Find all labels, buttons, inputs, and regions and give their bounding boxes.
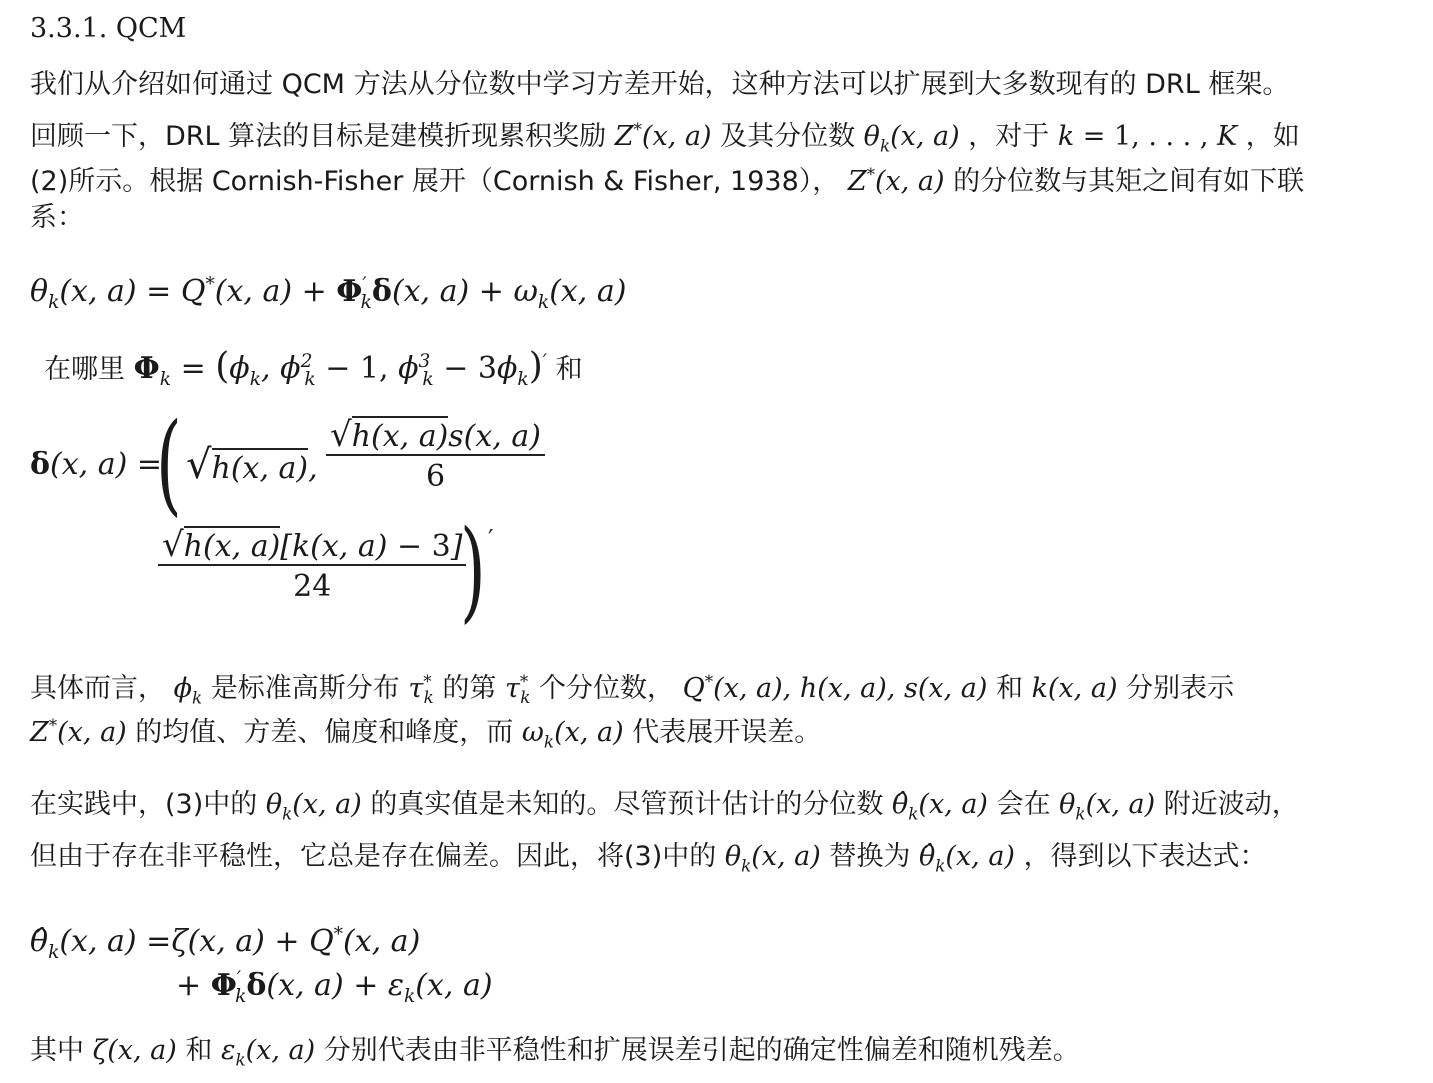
equation-theta-expansion: $\theta_k(x$, a) = Q*(x, $a) + \Phi'_k\delta(x$, $a) + \omega_k(x$, a): [30, 274, 627, 313]
delta-sqrt-h: √h(x, a),: [186, 442, 318, 488]
para2-text-c: 的第: [442, 673, 497, 704]
para1-line3-text-a: (2)所示。根据 Cornish-Fisher 展开（Cornish & Fisher, 1938），: [30, 166, 840, 197]
para3-text-f: 替换为: [829, 841, 911, 872]
para1-line3-text-b: 的分位数与其矩之间有如下联: [953, 166, 1305, 197]
para1-line2-text-b: 及其分位数: [720, 121, 856, 152]
math-theta-k-3: $\theta_k(x$, a): [1059, 789, 1156, 824]
para1-line2: [30, 112, 1300, 162]
para1-line2-text-d: ，如: [1245, 121, 1300, 152]
math-kurtosis: k(x, a): [1031, 673, 1118, 704]
math-omega-k: $\omega_k(x$, a): [521, 717, 624, 752]
delta-skew-frac: $\frac{√h(x, a)s(x, a)}{6}$: [326, 418, 545, 494]
and-label: 和: [555, 354, 583, 385]
para1-line4: 系：: [30, 202, 84, 233]
para2-line2: [30, 708, 821, 758]
math-z-star: Z*(x, a): [614, 119, 712, 152]
math-tau-k-2: $\tau^*_k$: [504, 671, 531, 708]
para2-text-a: 具体而言，: [30, 673, 165, 704]
para4-line1: [30, 1034, 1080, 1076]
math-theta-k-4: $\theta_k(x$, a): [724, 841, 821, 876]
para3-line2: [30, 840, 1267, 882]
delta-kurt-frac: $\frac{√h(x, a)[k(x, a) - 3]}{24}$: [158, 528, 466, 604]
math-zeta: ζ(x, a): [92, 1035, 177, 1066]
para2-text-e: 和: [995, 673, 1023, 704]
delta-right-paren: ): [460, 506, 486, 634]
para2-line1: [30, 664, 1234, 714]
para3-line1: [30, 788, 1299, 830]
math-z-star-3: Z*(x, a): [30, 715, 127, 748]
para2-text-b: 是标准高斯分布: [210, 673, 400, 704]
delta-transpose: ′: [488, 525, 494, 553]
equation-theta-hat-line1: $\thetâ_k(x$, a) =ζ(x, a) + Q*(x, a): [30, 924, 421, 963]
math-k-range: k = 1, . . . , K: [1057, 121, 1238, 152]
math-theta-hat-k-2: $\thetâ_k(x$, a): [919, 841, 1015, 876]
math-z-star-2: Z*(x, a): [847, 164, 945, 197]
math-phi-vector: $\Phi_k = (\phi_k$, $\phi^2_k - 1$, $\phi^3_k - 3\phi_k)'$: [133, 346, 547, 390]
para4-text-a: 其中: [30, 1035, 84, 1066]
math-epsilon-k: $\varepsilon_k(x$, a): [220, 1035, 316, 1070]
where-label: 在哪里: [44, 354, 125, 385]
math-theta-k-2: $\theta_k(x$, a): [265, 789, 362, 824]
math-theta-hat-k: $\thetâ_k(x$, a): [892, 789, 988, 824]
math-phi-k: $\phi_k$: [173, 673, 203, 708]
para3-text-d: 附近波动，: [1163, 789, 1299, 820]
para2-text-f: 分别表示: [1126, 673, 1235, 704]
math-theta-k: $\theta_k(x$, a): [863, 121, 960, 156]
para1-line1: 我们从介绍如何通过 QCM 方法从分位数中学习方差开始，这种方法可以扩展到大多数现有的 DRL 框架。: [30, 69, 1290, 100]
math-tau-k: $\tau^*_k$: [408, 671, 434, 708]
phi-definition: [44, 345, 583, 397]
para3-text-g: ，得到以下表达式：: [1023, 841, 1267, 872]
para1-line2-text-c: ，对于: [968, 121, 1050, 152]
para2-text-g: 的均值、方差、偏度和峰度，而: [135, 717, 514, 748]
para4-text-b: 和: [185, 1035, 213, 1066]
section-heading: 3.3.1. QCM: [30, 13, 187, 44]
para2-text-d: 个分位数，: [539, 673, 675, 704]
para2-text-h: 代表展开误差。: [632, 717, 822, 748]
para3-text-b: 的真实值是未知的。尽管预计估计的分位数: [370, 789, 884, 820]
para4-text-c: 分别代表由非平稳性和扩展误差引起的确定性偏差和随机残差。: [323, 1035, 1080, 1066]
delta-left-paren: (: [156, 399, 182, 527]
delta-lhs: δ(x, a) =: [30, 447, 162, 482]
para3-text-c: 会在: [996, 789, 1051, 820]
para1-line2-text-a: 回顾一下，DRL 算法的目标是建模折现累积奖励: [30, 121, 607, 152]
math-moments: Q*(x, a), h(x, a), s(x, a): [682, 671, 988, 704]
para1-line3: [30, 157, 1304, 199]
equation-theta-hat-line2: + $\Phi'_k\delta(x$, $a) + \varepsilon_k(x$, a): [176, 968, 493, 1007]
para3-text-a: 在实践中，(3)中的: [30, 789, 258, 820]
para3-text-e: 但由于存在非平稳性，它总是存在偏差。因此，将(3)中的: [30, 841, 717, 872]
